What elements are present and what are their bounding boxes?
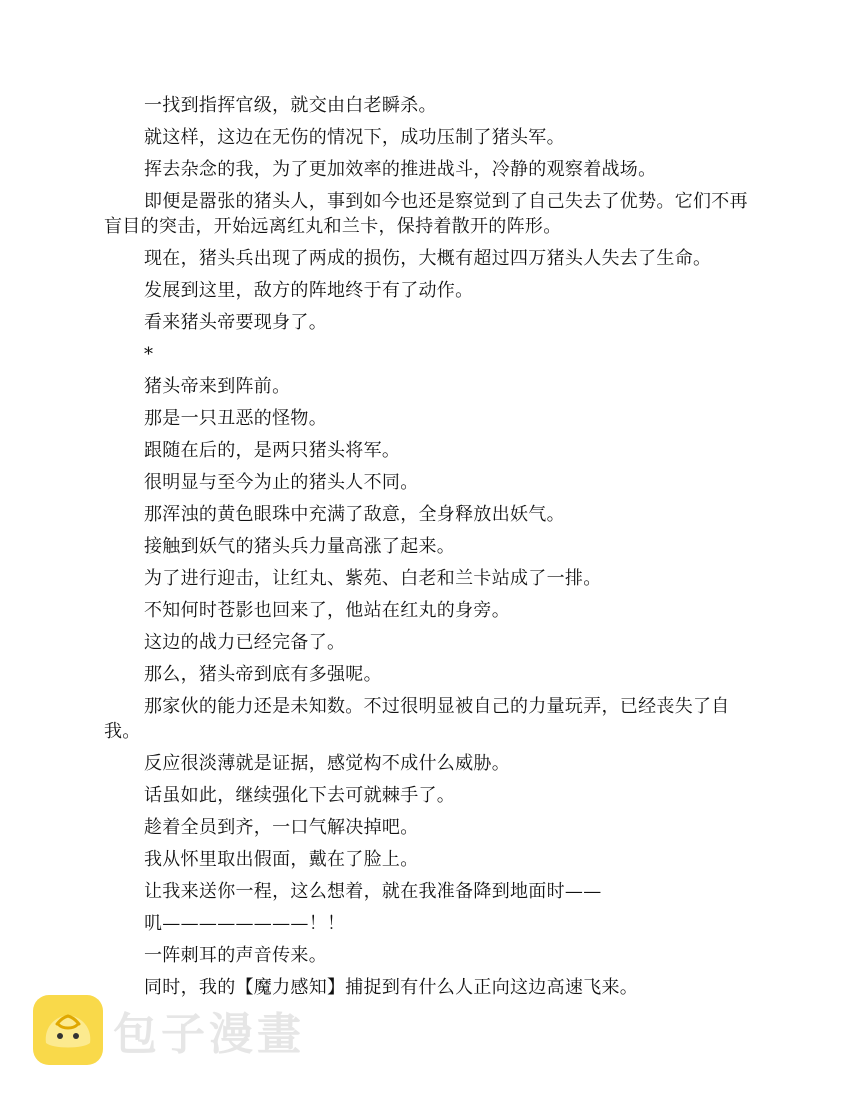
paragraph: 我从怀里取出假面，戴在了脸上。 xyxy=(144,849,419,870)
paragraph: 看来猪头帝要现身了。 xyxy=(144,312,327,333)
paragraph: 这边的战力已经完备了。 xyxy=(144,632,346,653)
paragraph: 让我来送你一程，这么想着，就在我准备降到地面时—— xyxy=(144,881,602,902)
watermark-text: 包子漫畫 xyxy=(113,1009,305,1060)
paragraph: 为了进行迎击，让红丸、紫苑、白老和兰卡站成了一排。 xyxy=(144,568,602,589)
paragraph: 话虽如此，继续强化下去可就棘手了。 xyxy=(144,785,456,806)
paragraph: 发展到这里，敌方的阵地终于有了动作。 xyxy=(144,280,474,301)
paragraph: 那浑浊的黄色眼珠中充满了敌意，全身释放出妖气。 xyxy=(144,504,565,525)
paragraph: 现在，猪头兵出现了两成的损伤，大概有超过四万猪头人失去了生命。 xyxy=(144,248,712,269)
paragraph: 很明显与至今为止的猪头人不同。 xyxy=(144,472,419,493)
text-body xyxy=(104,93,752,1007)
paragraph: 那家伙的能力还是未知数。不过很明显被自己的力量玩弄，已经丧失了自我。 xyxy=(104,696,730,742)
paragraph: 那么，猪头帝到底有多强呢。 xyxy=(144,664,382,685)
paragraph: 同时，我的【魔力感知】捕捉到有什么人正向这边高速飞来。 xyxy=(144,977,639,998)
paragraph: 叽————————！！ xyxy=(144,913,346,934)
paragraph: 趁着全员到齐，一口气解决掉吧。 xyxy=(144,817,419,838)
paragraph: 就这样，这边在无伤的情况下，成功压制了猪头军。 xyxy=(144,127,565,148)
paragraph: 猪头帝来到阵前。 xyxy=(144,376,291,397)
paragraph: 挥去杂念的我，为了更加效率的推进战斗，冷静的观察着战场。 xyxy=(144,159,657,180)
paragraph: 即便是嚣张的猪头人，事到如今也还是察觉到了自己失去了优势。它们不再盲目的突击，开始远离红丸和兰卡，保持着散开的阵形。 xyxy=(104,191,748,237)
scene-break: * xyxy=(144,344,154,365)
paragraph: 一阵刺耳的声音传来。 xyxy=(144,945,327,966)
paragraph: 跟随在后的，是两只猪头将军。 xyxy=(144,440,401,461)
paragraph: 反应很淡薄就是证据，感觉构不成什么威胁。 xyxy=(144,753,510,774)
paragraph: 一找到指挥官级，就交由白老瞬杀。 xyxy=(144,95,437,116)
paragraph: 接触到妖气的猪头兵力量高涨了起来。 xyxy=(144,536,456,557)
bun-logo-icon xyxy=(33,995,103,1065)
watermark xyxy=(33,995,305,1065)
paragraph: 不知何时苍影也回来了，他站在红丸的身旁。 xyxy=(144,600,510,621)
paragraph: 那是一只丑恶的怪物。 xyxy=(144,408,327,429)
